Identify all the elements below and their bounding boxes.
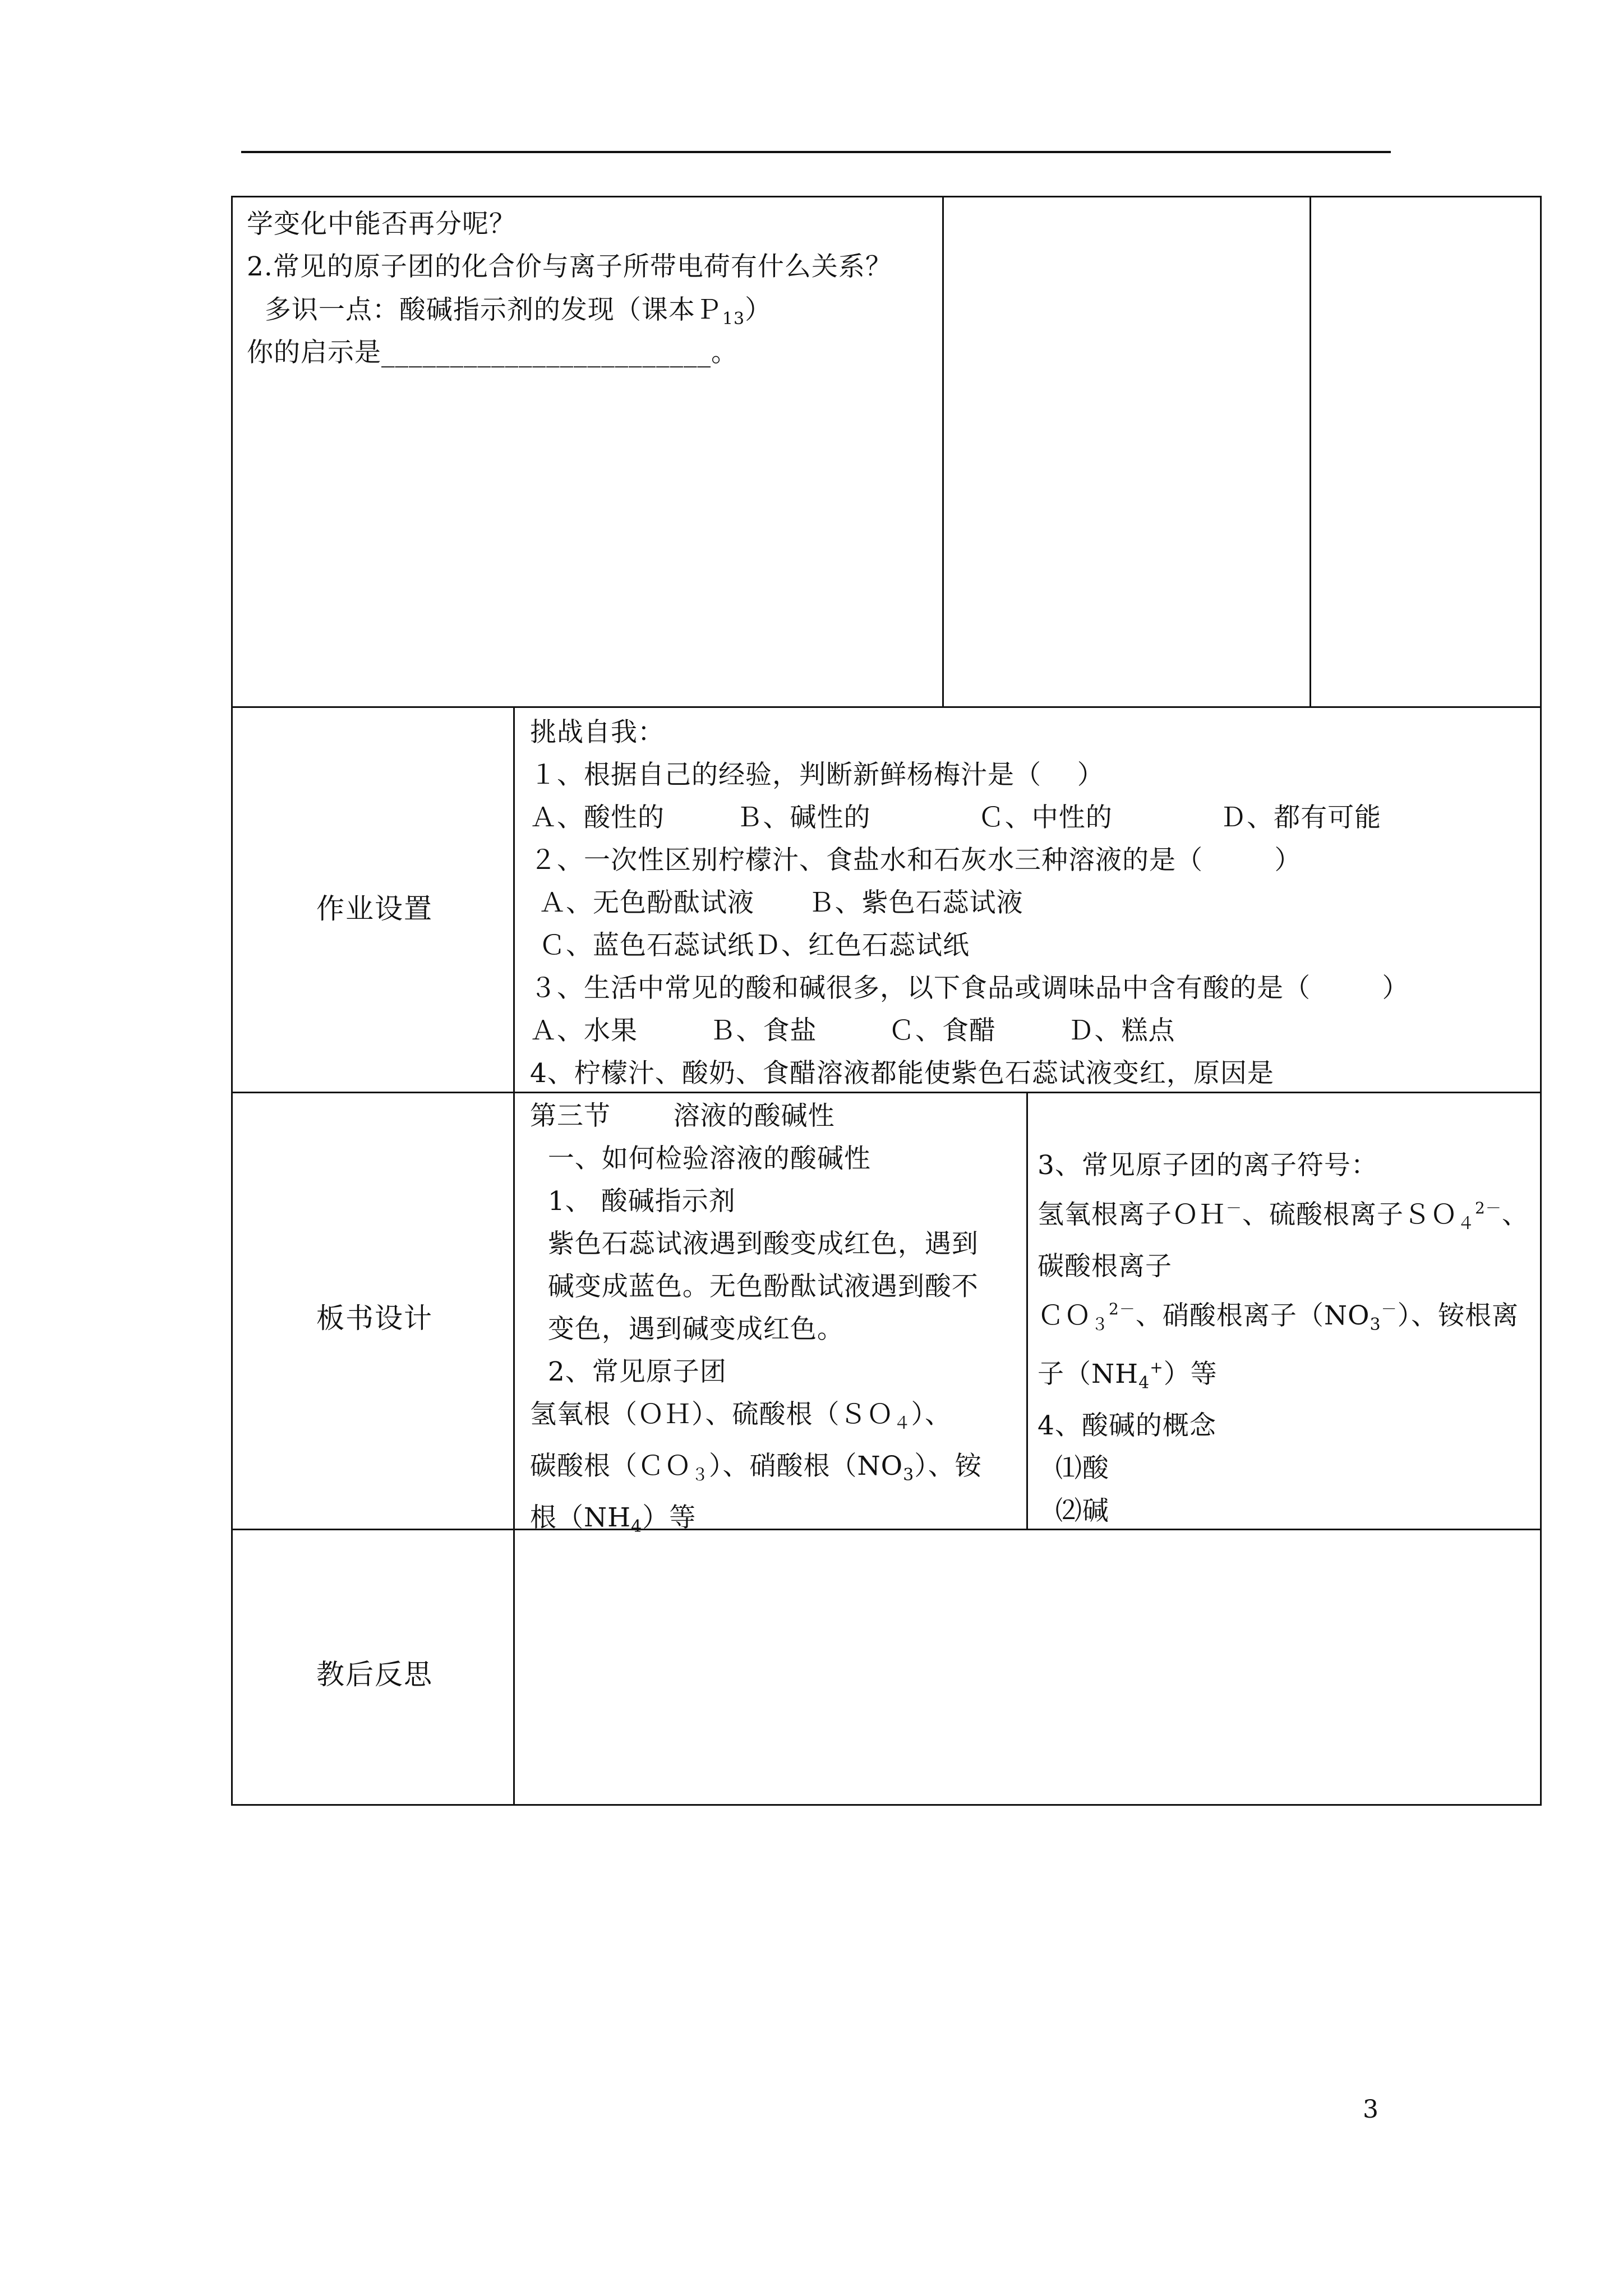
board-right-line: 氢氧根离子ＯＨ－、硫酸根离子ＳＯ$_4^{2-}$、 [1038,1199,1529,1234]
board-left-line: 碱变成蓝色。无色酚酞试液遇到酸不 [530,1271,979,1302]
board-label: 板书设计 [316,1302,433,1335]
board-left-line: 变色，遇到碱变成红色。 [530,1314,844,1345]
board-left-line: 紫色石蕊试液遇到酸变成红色，遇到 [530,1228,979,1259]
board-left-content [530,1095,982,1548]
board-right-line: 4、酸碱的概念 [1038,1410,1216,1441]
homework-line: ３、生活中常见的酸和碱很多，以下食品或调味品中含有酸的是（ ） [530,973,1409,1004]
row1-col-divider-1 [942,196,944,707]
homework-line: Ａ、无色酚酞试液 Ｂ、紫色石蕊试液 [530,887,1023,918]
cell1-line1: 学变化中能否再分呢？ [247,209,516,240]
row-divider-1 [231,706,1542,708]
row1-col-divider-2 [1310,196,1311,707]
board-right-line: 子$(NH_4^+)$等 [1038,1358,1218,1393]
board-left-line: 一、如何检验溶液的酸碱性 [530,1143,871,1174]
homework-line: 4、柠檬汁、酸奶、食醋溶液都能使紫色石蕊试液变红，原因是 [530,1058,1274,1089]
cell1-line3: 多识一点：酸碱指示剂的发现（课本Ｐ$_{13}$） [247,295,772,329]
board-left-line: 碳酸根（ＣＯ$_3$）、硝酸根$(NO_3)$、铵 [530,1451,982,1485]
board-left-line: 2、常见原子团 [530,1356,727,1387]
board-left-line: 1、 酸碱指示剂 [530,1186,736,1217]
board-left-line: 氢氧根（ＯＨ）、硫酸根（ＳＯ$_4$）、 [530,1399,952,1433]
label-col-divider [513,706,515,1806]
cell1-line4: 你的启示是________________________。 [247,337,738,368]
board-left-line: 根$(NH_4)$等 [530,1502,697,1536]
board-right-line: ⑵碱 [1038,1496,1109,1526]
board-right-line: 3、常见原子团的离子符号： [1038,1150,1378,1181]
board-right-line: ＣＯ$_3^{2-}$、硝酸根离子$(NO_3^-)$、铵根离 [1038,1300,1519,1335]
board-col-divider [1026,1092,1028,1530]
reflection-label: 教后反思 [316,1658,433,1691]
homework-content [530,711,1409,1095]
cell1-line2: 2.常见的原子团的化合价与离子所带电荷有什么关系？ [247,251,892,282]
homework-line: １、根据自己的经验，判断新鲜杨梅汁是（ ） [530,760,1104,790]
header-rule [241,151,1391,153]
homework-line: Ａ、酸性的 Ｂ、碱性的 Ｃ、中性的 Ｄ、都有可能 [530,802,1382,833]
homework-line: Ｃ、蓝色石蕊试纸Ｄ、红色石蕊试纸 [530,930,970,961]
homework-line: Ａ、水果 Ｂ、食盐 Ｃ、食醋 Ｄ、糕点 [530,1015,1175,1046]
board-left-line: 第三节 溶液的酸碱性 [530,1101,835,1131]
page-number: 3 [1363,2095,1378,2124]
homework-line: 挑战自我： [530,717,665,748]
board-right-line: 碳酸根离子 [1038,1251,1172,1282]
board-right-line: ⑴酸 [1038,1453,1109,1484]
board-right-content [1038,1144,1529,1533]
homework-label: 作业设置 [316,892,433,925]
homework-line: ２、一次性区别柠檬汁、食盐水和石灰水三种溶液的是（ ） [530,845,1302,876]
